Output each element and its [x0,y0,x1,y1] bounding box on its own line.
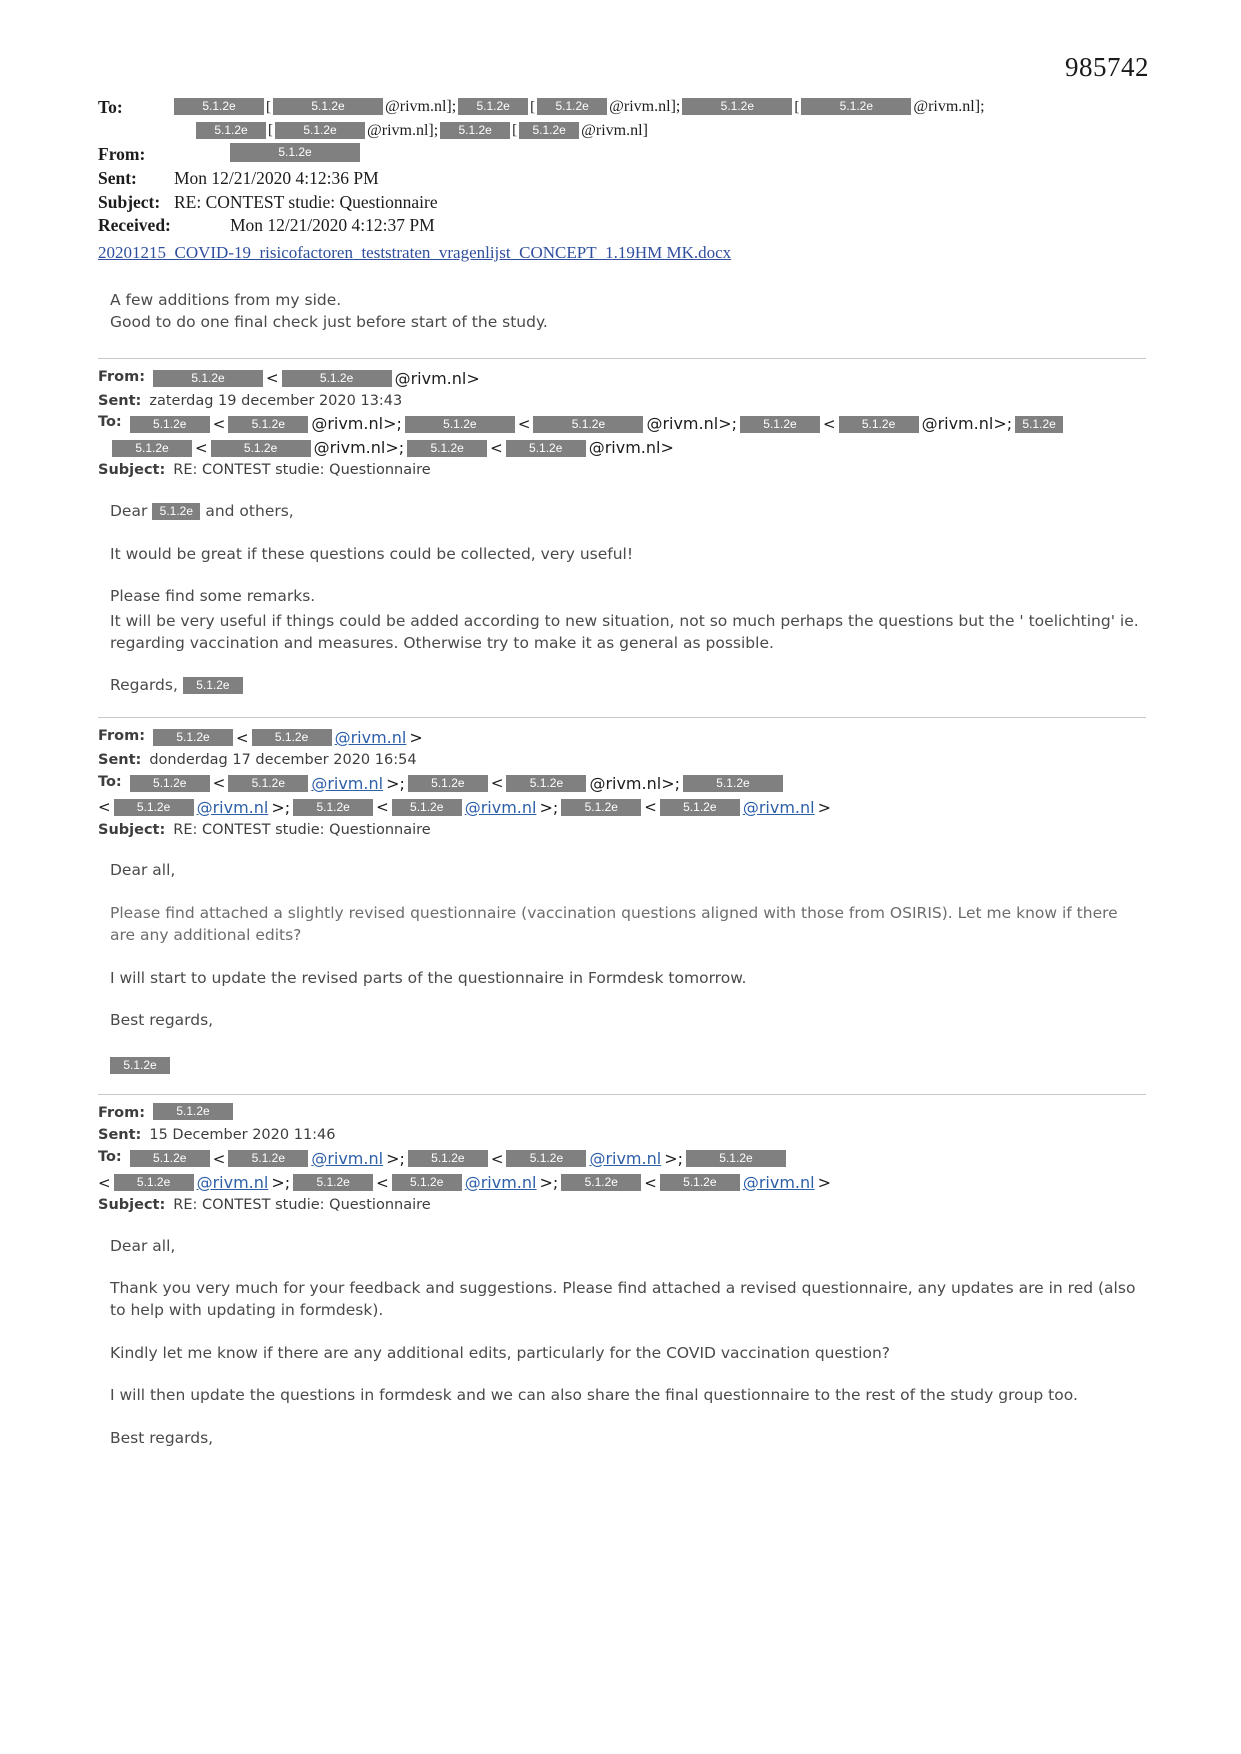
redaction-chip: 5.1.2e [252,729,332,746]
domain-text: @rivm.nl> [588,438,674,458]
header-value-subject: RE: CONTEST studie: Questionnaire [174,191,438,212]
paragraph-greeting [110,500,1146,522]
angle-open: < [490,439,503,458]
email-domain-link[interactable]: @rivm.nl [589,1148,662,1168]
quote1-row-sent [98,391,1146,413]
redaction-chip: 5.1.2e [211,440,311,457]
email-domain-link[interactable]: @rivm.nl [196,797,269,817]
quote2-value-to [130,772,1146,796]
header-label-subject: Subject: [98,191,161,212]
bracket-open: [ [794,98,800,115]
quote1-label-from: From: [98,368,145,385]
angle-open: < [98,798,111,817]
redaction-chip: 5.1.2e [683,775,783,792]
bracket-open: [ [266,98,271,115]
redaction-chip: 5.1.2e [275,122,365,139]
email-domain-link[interactable]: @rivm.nl [742,1172,815,1192]
regards-text: Regards, [110,676,178,695]
angle-open: < [376,1173,389,1192]
redaction-chip: 5.1.2e [293,799,373,816]
redaction-chip: 5.1.2e [839,416,919,433]
paragraph: Please find attached a slightly revised questionnaire (vaccination questions aligned with those from OSIRIS). Let me know if there are any additional edits? [110,903,1118,945]
header-value-to [174,96,1146,118]
quoted-message-2 [98,717,1146,1074]
paragraph: Thank you very much for your feedback and suggestions. Please find attached a revised questionnaire, any updates are in red (also to help with updating in formdesk). [110,1278,1136,1320]
quote2-value-subject: RE: CONTEST studie: Questionnaire [173,821,431,838]
quote1-value-to [130,412,1146,436]
quote2-value-sent: donderdag 17 december 2020 16:54 [149,751,417,768]
quote2-value-from [153,726,1146,750]
redaction-chip: 5.1.2e [458,98,528,115]
paragraph-regards [110,674,1146,696]
quote3-header [98,1103,1146,1216]
angle-open: < [212,774,226,793]
header-label-received: Received: [98,215,171,236]
angle-open: < [517,415,531,434]
angle-open: < [376,798,389,817]
header-label-sent: Sent: [98,167,137,188]
redaction-chip: 5.1.2e [660,1174,740,1191]
redaction-chip: 5.1.2e [196,122,266,139]
top-message-body [110,289,1146,334]
quote2-label-subject: Subject: [98,821,166,838]
redaction-chip: 5.1.2e [230,143,360,162]
quote3-label-subject: Subject: [98,1196,166,1213]
redaction-chip: 5.1.2e [561,1174,641,1191]
angle-close: >; [539,1172,559,1192]
redaction-chip: 5.1.2e [405,416,515,433]
quote2-row-sent [98,750,1146,772]
angle-close: >; [386,773,405,793]
email-domain-link[interactable]: @rivm.nl [334,727,407,747]
paragraph: It will be very useful if things could be added according to new situation, not so much perhaps the questions but the ' toelichting' ie. regarding vaccination and measures. Otherwise try to make it as general as possible. [110,611,1139,652]
domain-text: @rivm.nl>; [589,773,680,793]
quote3-row-from [98,1103,1146,1125]
header-row-received [98,214,1146,238]
angle-open: < [266,369,279,388]
quote3-value-subject: RE: CONTEST studie: Questionnaire [173,1196,431,1213]
paragraph-greeting: Dear all, [110,861,176,880]
quote2-row-to [98,772,1146,796]
bracket-open: [ [512,122,518,139]
header-row-from [98,143,1146,167]
quote3-row-subject [98,1195,1146,1217]
quote1-value-to-cont [98,436,1160,460]
header-row-sent [98,167,1146,191]
attachment-link[interactable]: 20201215_COVID-19_risicofactoren_teststraten_vragenlijst_CONCEPT_1.19HM MK.docx [98,242,732,262]
paragraph: Good to do one final check just before start of the study. [110,313,548,332]
header-value-sent: Mon 12/21/2020 4:12:36 PM [174,167,379,188]
redaction-chip: 5.1.2e [228,1150,308,1167]
redaction-chip: 5.1.2e [740,416,820,433]
redaction-chip: 5.1.2e [506,440,586,457]
domain-text: @rivm.nl> [394,368,480,388]
redaction-chip: 5.1.2e [533,416,643,433]
document-id: 985742 [1065,52,1149,82]
header-row-subject [98,191,1146,215]
bracket-open: [ [268,122,273,139]
domain-text: @rivm.nl>; [311,414,402,434]
paragraph: Best regards, [110,1428,214,1447]
header-value-received: Mon 12/21/2020 4:12:37 PM [230,215,435,236]
paragraph: It would be great if these questions could be collected, very useful! [110,544,634,563]
paragraph: Kindly let me know if there are any additional edits, particularly for the COVID vaccination question? [110,1343,891,1362]
quote1-label-to: To: [98,414,122,431]
angle-close: > [409,727,423,747]
quote3-value-to [130,1147,1146,1171]
greeting-post: and others, [205,502,294,521]
redaction-chip: 5.1.2e [407,440,487,457]
redaction-chip: 5.1.2e [408,775,488,792]
quote1-row-from [98,367,1146,391]
angle-open: < [195,439,208,458]
email-domain-link[interactable]: @rivm.nl [742,797,815,817]
quote3-row-sent [98,1125,1146,1147]
paragraph-signature [110,1052,1146,1074]
angle-close: >; [664,1148,683,1168]
quote3-row-to [98,1147,1146,1171]
domain-text: @rivm.nl] [581,121,648,139]
quote1-value-from [153,367,1146,391]
redaction-chip: 5.1.2e [686,1150,786,1167]
quote1-value-subject: RE: CONTEST studie: Questionnaire [173,462,431,479]
paragraph: A few additions from my side. [110,290,342,309]
quote1-label-subject: Subject: [98,462,166,479]
header-row-to [98,96,1146,120]
quote2-label-sent: Sent: [98,751,142,768]
redaction-chip: 5.1.2e [130,775,210,792]
domain-text: @rivm.nl>; [921,414,1013,434]
redaction-chip: 5.1.2e [392,1174,462,1191]
redaction-chip: 5.1.2e [1015,416,1063,433]
quote3-value-sent: 15 December 2020 11:46 [149,1127,336,1143]
redaction-chip: 5.1.2e [153,1103,233,1120]
angle-open: < [644,798,657,817]
domain-text: @rivm.nl]; [609,98,681,115]
paragraph: I will start to update the revised parts of the questionnaire in Formdesk tomorrow. [110,968,747,987]
header-row-to-cont [98,120,1146,144]
redaction-chip: 5.1.2e [506,1150,586,1167]
paragraph-greeting: Dear all, [110,1236,176,1255]
quote2-label-to: To: [98,773,122,790]
redaction-chip: 5.1.2e [408,1150,488,1167]
quote2-body [110,859,1146,1074]
email-domain-link[interactable]: @rivm.nl [311,773,384,793]
quote3-value-from [153,1103,1146,1120]
redaction-chip: 5.1.2e [273,98,383,115]
redaction-chip: 5.1.2e [130,1150,210,1167]
domain-text: @rivm.nl]; [913,98,985,115]
redaction-chip: 5.1.2e [801,98,911,115]
angle-open: < [822,415,836,434]
redaction-chip: 5.1.2e [114,799,194,816]
redaction-chip: 5.1.2e [110,1057,170,1074]
quote2-header [98,726,1146,842]
quote1-row-subject [98,460,1146,482]
angle-open: < [98,1173,111,1192]
domain-text: @rivm.nl]; [367,121,439,139]
quote2-row-subject [98,820,1146,842]
redaction-chip: 5.1.2e [130,416,210,433]
quoted-message-1 [98,358,1146,697]
quote2-value-to-cont [98,796,1146,820]
redaction-chip: 5.1.2e [153,370,263,387]
angle-close: > [817,1172,831,1192]
redaction-chip: 5.1.2e [660,799,740,816]
redaction-chip: 5.1.2e [112,440,192,457]
domain-text: @rivm.nl]; [385,98,457,115]
email-domain-link[interactable]: @rivm.nl [464,1172,537,1192]
email-domain-link[interactable]: @rivm.nl [196,1172,269,1192]
redaction-chip: 5.1.2e [440,122,510,139]
redaction-chip: 5.1.2e [228,416,308,433]
quote3-label-from: From: [98,1105,145,1122]
paragraph: Best regards, [110,1011,214,1030]
domain-text: @rivm.nl>; [646,414,737,434]
domain-text: @rivm.nl>; [313,438,405,458]
header-label-spacer [98,120,174,144]
quoted-message-3 [98,1094,1146,1449]
redaction-chip: 5.1.2e [519,122,579,139]
angle-close: >; [539,797,559,817]
angle-open: < [644,1173,657,1192]
angle-open: < [212,1149,226,1168]
angle-close: > [817,797,831,817]
header-value-from [174,143,1146,162]
quote2-label-from: From: [98,727,145,744]
redaction-chip: 5.1.2e [152,503,200,520]
redaction-chip: 5.1.2e [537,98,607,115]
redaction-chip: 5.1.2e [506,775,586,792]
quote1-header [98,367,1146,483]
quote3-value-to-cont [98,1171,1146,1195]
quote1-value-sent: zaterdag 19 december 2020 13:43 [149,392,403,409]
quote3-body [110,1235,1146,1450]
bracket-open: [ [530,98,536,115]
quote3-label-sent: Sent: [98,1127,142,1143]
email-thread [98,96,1146,1469]
redaction-chip: 5.1.2e [682,98,792,115]
angle-open: < [490,1149,504,1168]
header-label-to: To: [98,97,123,117]
paragraph: Please find some remarks. [110,587,316,606]
redaction-chip: 5.1.2e [282,370,392,387]
redaction-chip: 5.1.2e [183,677,243,694]
quote2-row-from [98,726,1146,750]
angle-close: >; [386,1148,405,1168]
quote3-label-to: To: [98,1148,122,1165]
redaction-chip: 5.1.2e [293,1174,373,1191]
paragraph: I will then update the questions in formdesk and we can also share the final questionnaire to the rest of the study group too. [110,1386,1078,1405]
angle-open: < [490,774,504,793]
quote1-body [110,500,1146,697]
angle-open: < [212,415,226,434]
header-value-to-cont [174,120,1146,142]
redaction-chip: 5.1.2e [174,98,264,115]
redaction-chip: 5.1.2e [392,799,462,816]
email-domain-link[interactable]: @rivm.nl [464,797,537,817]
angle-open: < [236,728,249,747]
angle-close: >; [271,1172,291,1192]
email-domain-link[interactable]: @rivm.nl [311,1148,384,1168]
greeting-pre: Dear [110,502,148,521]
redaction-chip: 5.1.2e [561,799,641,816]
quote1-label-sent: Sent: [98,392,142,409]
redaction-chip: 5.1.2e [153,729,233,746]
redaction-chip: 5.1.2e [114,1174,194,1191]
redaction-chip: 5.1.2e [228,775,308,792]
quote1-row-to [98,412,1146,436]
top-message-header [98,96,1146,265]
angle-close: >; [271,797,291,817]
header-label-from: From: [98,144,146,165]
